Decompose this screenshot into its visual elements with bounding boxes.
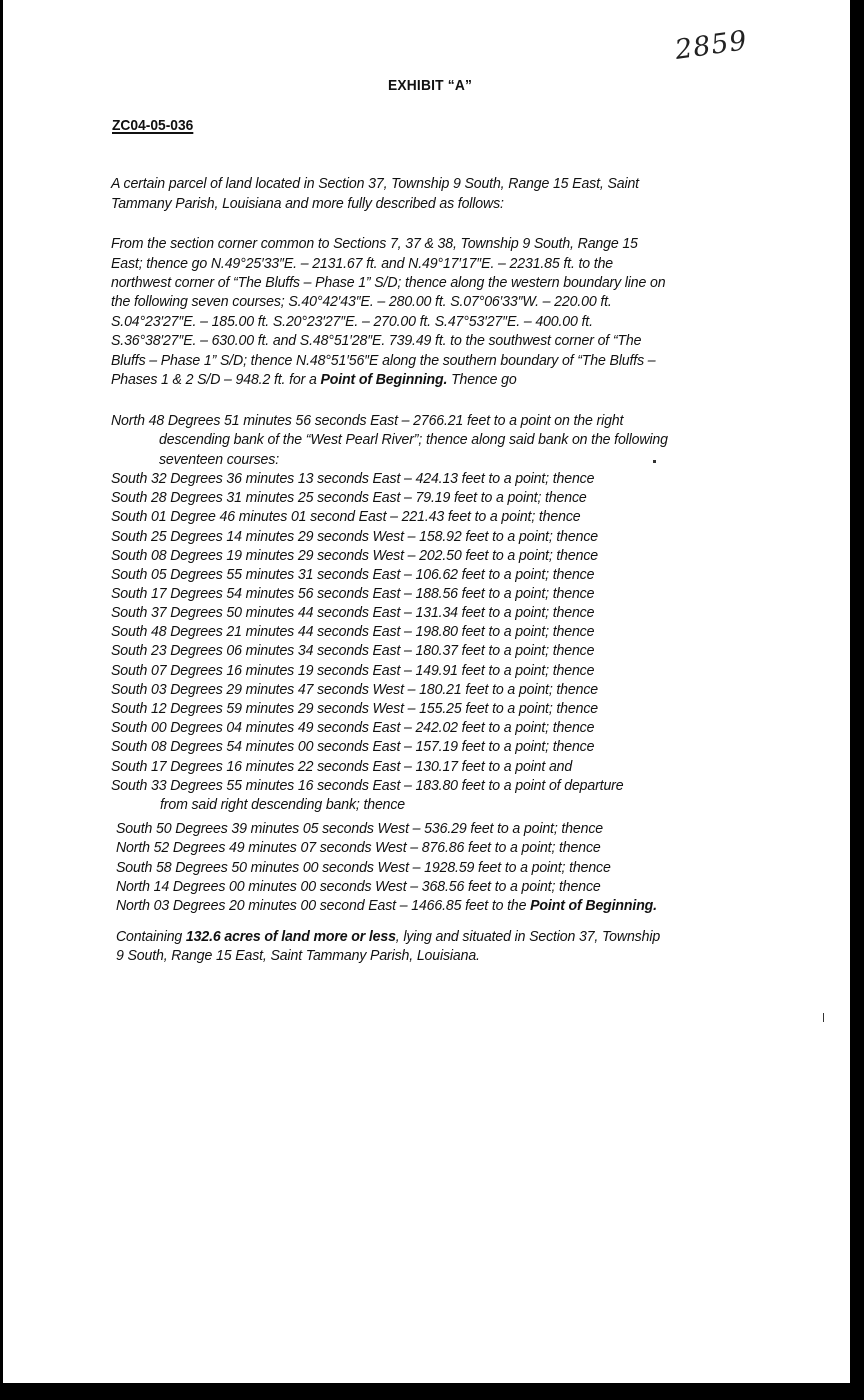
containing-line: 9 South, Range 15 East, Saint Tammany Parish, Louisiana. [116,947,480,964]
commencement-line: the following seven courses; S.40°42′43″E. – 280.00 ft. S.07°06′33″W. – 220.00 ft. [111,293,612,310]
commencement-line: Bluffs – Phase 1” S/D; thence N.48°51′56″E along the southern boundary of “The Bluffs – [111,352,656,369]
bank-course: South 28 Degrees 31 minutes 25 seconds East – 79.19 feet to a point; thence [111,489,587,506]
acreage-text: 132.6 acres of land more or less [185,928,396,945]
containing-text: , lying and situated in Section 37, Township [395,928,661,945]
bank-course: South 07 Degrees 16 minutes 19 seconds East – 149.91 feet to a point; thence [111,662,595,679]
document-page [3,0,850,1383]
bank-course: South 33 Degrees 55 minutes 16 seconds East – 183.80 feet to a point of departure [111,777,624,794]
containing-line [116,927,660,946]
closing-course-text: North 03 Degrees 20 minutes 00 second East – 1466.85 feet to the [116,897,531,914]
course-line: North 48 Degrees 51 minutes 56 seconds East – 2766.21 feet to a point on the right [111,412,624,429]
commencement-line: East; thence go N.49°25′33″E. – 2131.67 ft. and N.49°17′17″E. – 2231.85 ft. to the [111,255,614,272]
bank-course: South 05 Degrees 55 minutes 31 seconds East – 106.62 feet to a point; thence [111,566,595,583]
bank-course: South 48 Degrees 21 minutes 44 seconds East – 198.80 feet to a point; thence [111,623,595,640]
closing-course: South 50 Degrees 39 minutes 05 seconds West – 536.29 feet to a point; thence [116,820,603,837]
case-number: ZC04-05-036 [112,117,194,134]
bank-course: South 25 Degrees 14 minutes 29 seconds West – 158.92 feet to a point; thence [111,528,598,545]
bank-course: South 23 Degrees 06 minutes 34 seconds East – 180.37 feet to a point; thence [111,642,595,659]
commencement-text: Thence go [447,371,517,388]
course-continuation: descending bank of the “West Pearl River”; thence along said bank on the following [159,431,668,448]
closing-course: North 14 Degrees 00 minutes 00 seconds West – 368.56 feet to a point; thence [116,878,601,895]
bank-course: South 12 Degrees 59 minutes 29 seconds West – 155.25 feet to a point; thence [111,700,598,717]
bank-course: South 08 Degrees 19 minutes 29 seconds West – 202.50 feet to a point; thence [111,547,598,564]
commencement-line: northwest corner of “The Bluffs – Phase 1” S/D; thence along the western boundary line on [111,274,666,291]
commencement-line: S.36°38′27″E. – 630.00 ft. and S.48°51′28″E. 739.49 ft. to the southwest corner of “The [111,332,642,349]
point-of-beginning-label: Point of Beginning. [320,371,448,388]
closing-course: South 58 Degrees 50 minutes 00 seconds West – 1928.59 feet to a point; thence [116,859,611,876]
bank-course: South 17 Degrees 16 minutes 22 seconds East – 130.17 feet to a point and [111,758,573,775]
point-of-beginning-label: Point of Beginning. [530,897,657,914]
bank-course: South 08 Degrees 54 minutes 00 seconds East – 157.19 feet to a point; thence [111,738,595,755]
bank-course: South 37 Degrees 50 minutes 44 seconds East – 131.34 feet to a point; thence [111,604,595,621]
handwritten-page-number: 2859 [673,25,750,66]
commencement-text: Phases 1 & 2 S/D – 948.2 ft. for a [111,371,321,388]
bank-course: South 32 Degrees 36 minutes 13 seconds East – 424.13 feet to a point; thence [111,470,595,487]
commencement-line: S.04°23′27″E. – 185.00 ft. S.20°23′27″E. – 270.00 ft. S.47°53′27″E. – 400.00 ft. [111,313,593,330]
intro-line: Tammany Parish, Louisiana and more fully described as follows: [111,195,504,212]
bank-course: South 03 Degrees 29 minutes 47 seconds West – 180.21 feet to a point; thence [111,681,598,698]
commencement-line [111,370,517,389]
scan-artifact [653,460,656,463]
bank-course: South 00 Degrees 04 minutes 49 seconds East – 242.02 feet to a point; thence [111,719,595,736]
exhibit-title: EXHIBIT “A” [388,77,473,94]
bank-course: South 17 Degrees 54 minutes 56 seconds East – 188.56 feet to a point; thence [111,585,595,602]
containing-text: Containing [116,928,186,945]
closing-course: North 52 Degrees 49 minutes 07 seconds West – 876.86 feet to a point; thence [116,839,601,856]
course-continuation: seventeen courses: [159,451,279,468]
scan-artifact [823,1013,824,1022]
course-continuation: from said right descending bank; thence [160,796,406,813]
bank-course: South 01 Degree 46 minutes 01 second East – 221.43 feet to a point; thence [111,508,581,525]
intro-line: A certain parcel of land located in Section 37, Township 9 South, Range 15 East, Saint [111,175,639,192]
commencement-line: From the section corner common to Sections 7, 37 & 38, Township 9 South, Range 15 [111,235,638,252]
closing-course [116,896,657,915]
